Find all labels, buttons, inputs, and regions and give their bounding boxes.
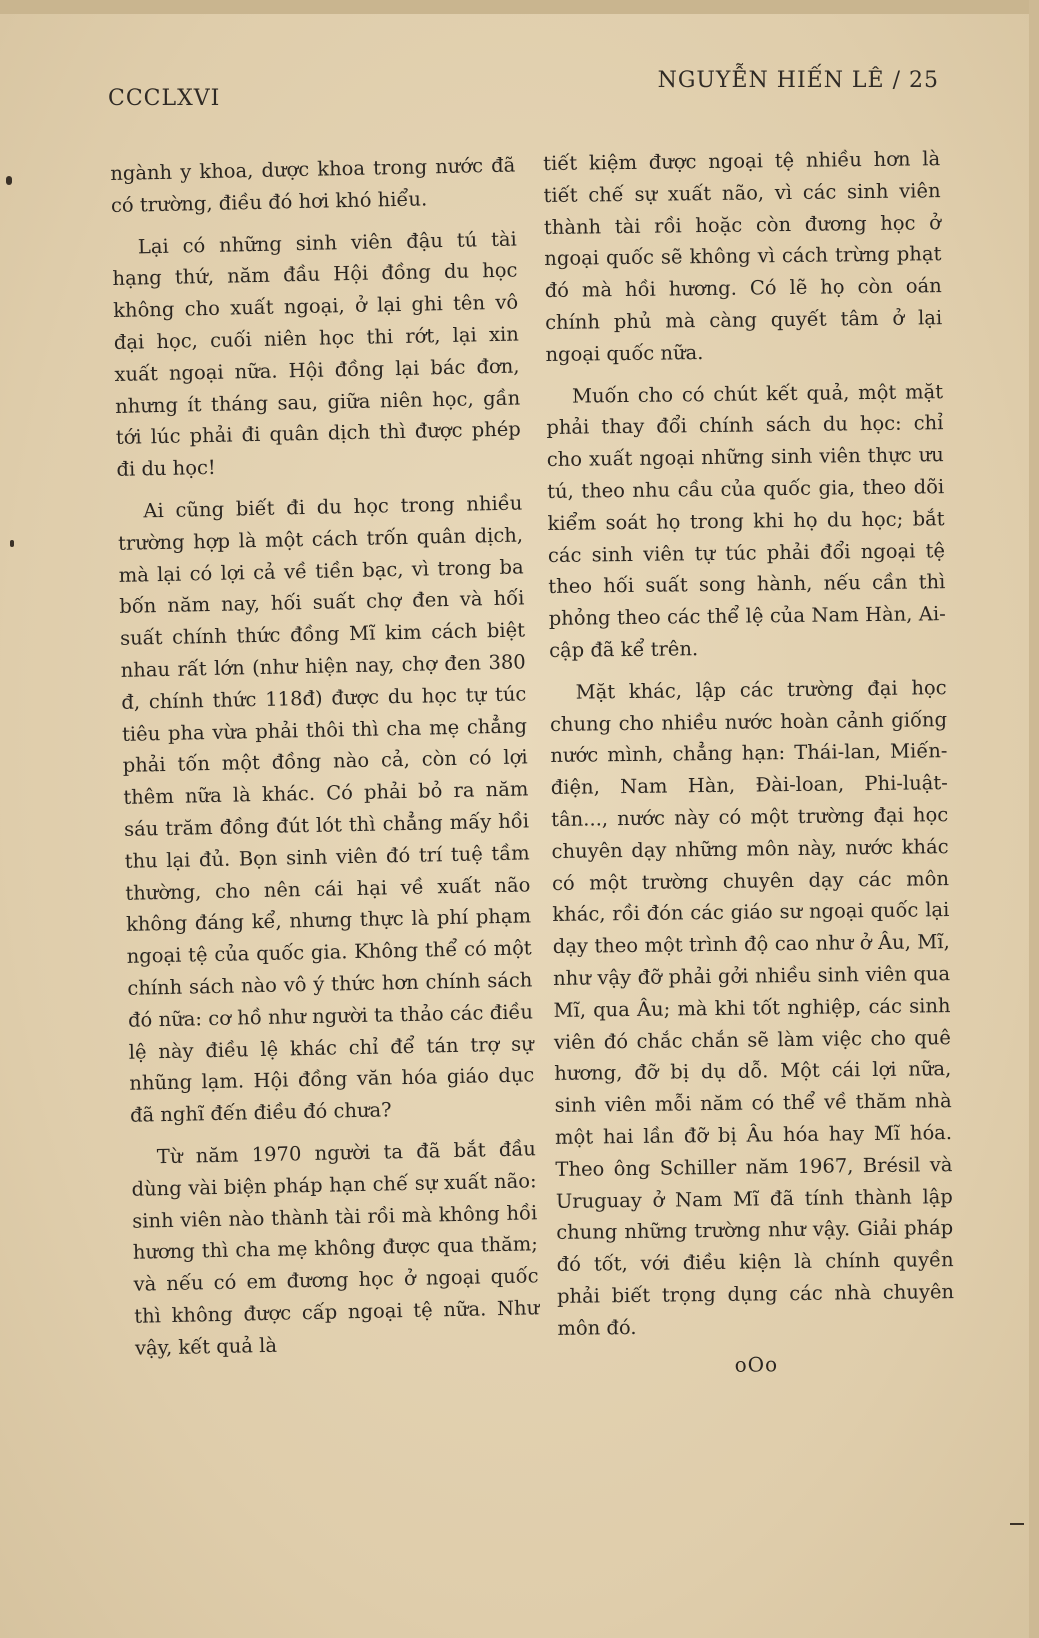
paragraph: tiết kiệm được ngoại tệ nhiều hơn là tiết chế sự xuất não, vì các sinh viên thành tài rồi hoặc còn đương học ở ngoại quốc sẽ không vì cách trừng phạt đó mà hồi hương. Có lẽ họ còn oán chính phủ mà càng quyết tâm ở lại ngoại quốc nữa. [543,147,943,366]
page-right-edge [1029,0,1039,1638]
paragraph: Ai cũng biết đi du học trong nhiều trường hợp là một cách trốn quân dịch, mà lại có lợi cả về tiền bạc, vì trong ba bốn năm nay, hối suất chợ đen và hối suất chính thức đồng Mĩ kim cách biệt nhau rất lớn (như hiện nay, chợ đen 380 đ, chính thức 118đ) được du học tự túc tiêu pha vừa phải thôi thì cha mẹ chẳng phải tốn một đồng nào cả, còn có lợi thêm nữa là khác. Có phải bỏ ra năm sáu trăm đồng đút lót thì chẳng mấy hồi thu lại đủ. Bọn sinh viên đó trí tuệ tầm thường, cho nên cái hại về xuất não không đáng kể, nhưng thực là phí phạm ngoại tệ của quốc gia. Không thể có một chính sách nào vô ý thức hơn chính sách đó nữa: cơ hồ như người ta thảo các điều lệ này điều lệ khác chỉ để tán trợ sự nhũng lạm. Hội đồng văn hóa giáo dục đã nghĩ đến điều đó chưa? [117,491,535,1127]
page-header-code: CCCLXVI [108,86,221,111]
margin-speck [6,176,12,185]
left-column [110,150,540,1365]
margin-speck [10,540,14,547]
paragraph: Lại có những sinh viên đậu tú tài hạng thứ, năm đầu Hội đồng du học không cho xuất ngoại, ở lại ghi tên vô đại học, cuối niên học thi rớt, lại xin xuất ngoại nữa. Hội đồng lại bác đơn, nhưng ít tháng sau, giữa niên học, gần tới lúc phải đi quân dịch thì được phép đi du học! [112,227,522,482]
paragraph: Mặt khác, lập các trường đại học chung cho nhiều nước hoàn cảnh giống nước mình, chẳng hạn: Thái-lan, Miến-điện, Nam Hàn, Đài-loan, Phi-luật-tân..., nước này có một trường đại học chuyên dạy những môn này, nước khác có một trường chuyên dạy các môn khác, rồi đón các giáo sư ngoại quốc lại dạy theo một trình độ cao như ở Âu, Mĩ, như vậy đỡ phải gởi nhiều sinh viên qua Mĩ, qua Âu; mà khi tốt nghiệp, các sinh viên đó chắc chắn sẽ làm việc cho quê hương, đỡ bị dụ dỗ. Một cái lợi nữa, sinh viên mỗi năm có thể về thăm nhà một hai lần đỡ bị Âu hóa hay Mĩ hóa. Theo ông Schiller năm 1967, Brésil và Uruguay ở Nam Mĩ đã tính thành lập chung những trường như vậy. Giải pháp đó tốt, với điều kiện là chính quyền phải biết trọng dụng các nhà chuyên môn đó. [549,675,955,1340]
right-column [543,143,955,1384]
page-top-edge [0,0,1039,14]
page-header-author-page: NGUYỄN HIẾN LÊ / 25 [657,68,939,93]
margin-speck [1010,1523,1024,1525]
paragraph: ngành y khoa, dược khoa trong nước đã có trường, điều đó hơi khó hiểu. [110,153,516,217]
paragraph: Muốn cho có chút kết quả, một mặt phải thay đổi chính sách du học: chỉ cho xuất ngoại những sinh viên thực ưu tú, theo nhu cầu của quốc gia, theo dõi kiểm soát họ trong khi họ du học; bắt các sinh viên tự túc phải đổi ngoại tệ theo hối suất song hành, nếu cần thì phỏng theo các thể lệ của Nam Hàn, Ai-cập đã kể trên. [546,379,946,662]
section-end-mark: oOo [734,1352,779,1378]
paragraph: Từ năm 1970 người ta đã bắt đầu dùng vài biện pháp hạn chế sự xuất não: sinh viên nào thành tài rồi mà không hồi hương thì cha mẹ không được qua thăm; và nếu có em đương học ở ngoại quốc thì không được cấp ngoại tệ nữa. Như vậy, kết quả là [131,1137,540,1360]
